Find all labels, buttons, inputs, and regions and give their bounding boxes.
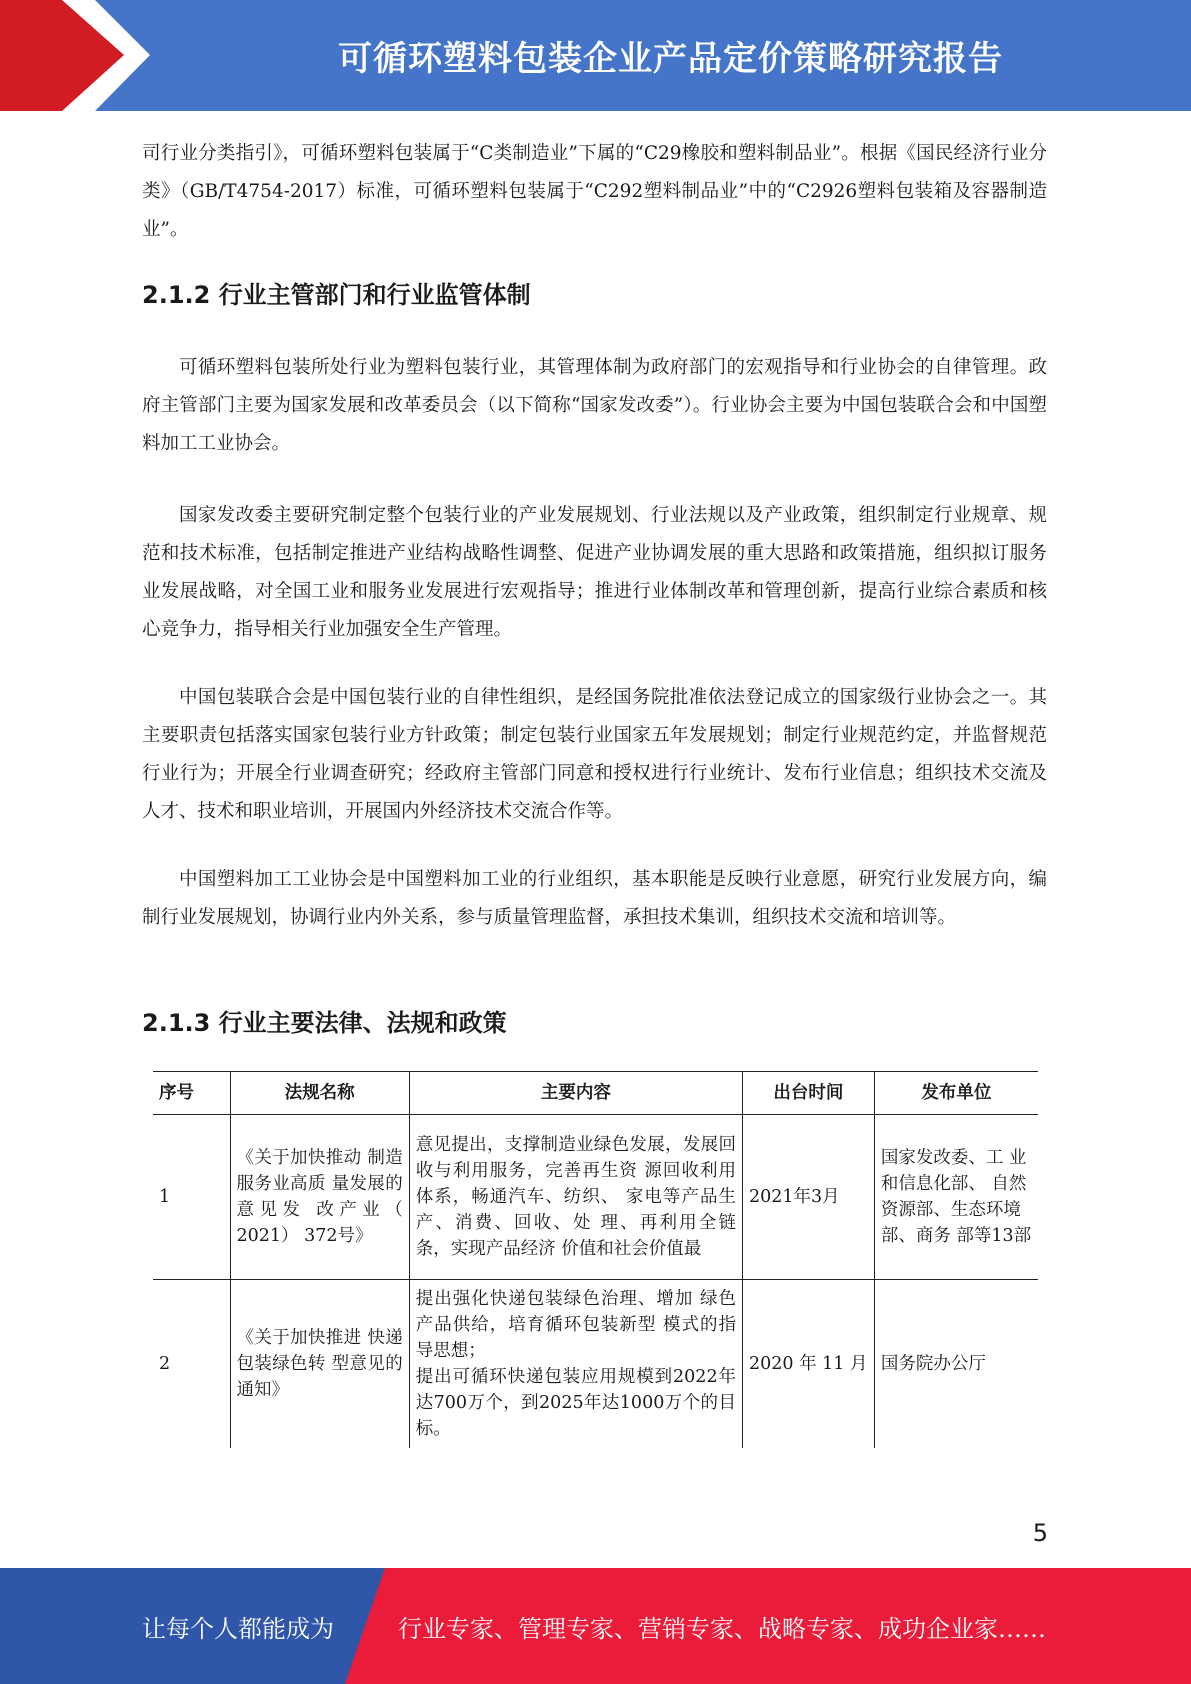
cell-unit: 国务院办公厅 [874, 1280, 1038, 1449]
table-row [153, 1280, 1038, 1449]
page-header [0, 0, 1191, 111]
cell-content: 意见提出，支撑制造业绿色发展，发展回收与利用服务，完善再生资 源回收利用体系，畅通汽车、纺织、 家电等产品生产、消费、回收、处 理、再利用全链条，实现产品经济 价值和社会价值最 [409, 1115, 742, 1280]
section-2-1-2 [142, 275, 1047, 315]
column-header-time: 出台时间 [742, 1072, 874, 1115]
section-2-1-2-body-2 [142, 497, 1047, 649]
paragraph: 可循环塑料包装所处行业为塑料包装行业，其管理体制为政府部门的宏观指导和行业协会的自律管理。政府主管部门主要为国家发展和改革委员会（以下简称“国家发改委”）。行业协会主要为中国包装联合会和中国塑料加工工业协会。 [142, 357, 1047, 454]
column-header-no: 序号 [153, 1072, 230, 1115]
cell-name: 《关于加快推动 制造服务业高质 量发展的意见发 改产业（ 2021） 372号》 [230, 1115, 409, 1280]
paragraph: 中国塑料加工工业协会是中国塑料加工业的行业组织，基本职能是反映行业意愿，研究行业发展方向，编制行业发展规划，协调行业内外关系，参与质量管理监督，承担技术集训，组织技术交流和培训等。 [142, 869, 1047, 928]
footer-slogan-left: 让每个人都能成为 [142, 1614, 334, 1643]
section-2-1-2-body-4 [142, 861, 1047, 937]
page-footer [0, 1568, 1191, 1684]
intro-block [142, 135, 1047, 249]
paragraph: 国家发改委主要研究制定整个包装行业的产业发展规划、行业法规以及产业政策，组织制定行业规章、规范和技术标准，包括制定推进产业结构战略性调整、促进产业协调发展的重大思路和政策措施，组织拟订服务业发展战略，对全国工业和服务业发展进行宏观指导；推进行业体制改革和管理创新，提高行业综合素质和核心竞争力，指导相关行业加强安全生产管理。 [142, 505, 1047, 640]
column-header-unit: 发布单位 [874, 1072, 1038, 1115]
section-heading-2-1-3: 2.1.3 行业主要法律、法规和政策 [142, 1009, 507, 1037]
cell-unit: 国家发改委、工 业和信息化部、 自然资源部、生态环境部、商务 部等13部 [874, 1115, 1038, 1280]
report-title: 可循环塑料包装企业产品定价策略研究报告 [338, 39, 1003, 79]
intro-paragraph: 司行业分类指引》，可循环塑料包装属于“C类制造业”下属的“C29橡胶和塑料制品业”。根据《国民经济行业分类》（GB/T4754-2017）标准，可循环塑料包装属于“C292塑料制品业”中的“C2926塑料包装箱及容器制造业”。 [142, 143, 1047, 240]
section-2-1-2-body [142, 349, 1047, 463]
regulations-table [153, 1071, 1038, 1448]
section-2-1-2-body-3 [142, 679, 1047, 831]
footer-slogan-right: 行业专家、管理专家、营销专家、战略专家、成功企业家…… [398, 1614, 1046, 1643]
page-number: 5 [1032, 1519, 1048, 1547]
cell-time: 2020 年 11 月 [742, 1280, 874, 1449]
header-chevron-icon [0, 0, 160, 111]
table-row [153, 1115, 1038, 1280]
cell-time: 2021年3月 [742, 1115, 874, 1280]
section-heading-2-1-2: 2.1.2 行业主管部门和行业监管体制 [142, 281, 531, 309]
paragraph: 中国包装联合会是中国包装行业的自律性组织，是经国务院批准依法登记成立的国家级行业协会之一。其主要职责包括落实国家包装行业方针政策；制定包装行业国家五年发展规划；制定行业规范约定，并监督规范行业行为；开展全行业调查研究；经政府主管部门同意和授权进行行业统计、发布行业信息；组织技术交流及人才、技术和职业培训，开展国内外经济技术交流合作等。 [142, 687, 1047, 822]
cell-no: 2 [159, 1354, 171, 1374]
section-2-1-3 [142, 1003, 1047, 1043]
column-header-content: 主要内容 [409, 1072, 742, 1115]
column-header-name: 法规名称 [230, 1072, 409, 1115]
cell-name: 《关于加快推进 快递包装绿色转 型意见的通知》 [230, 1280, 409, 1449]
cell-no: 1 [153, 1115, 230, 1280]
cell-content-line: 提出强化快递包装绿色治理、增加 绿色产品供给，培育循环包装新型 模式的指导思想； [415, 1289, 736, 1361]
cell-content [409, 1280, 742, 1449]
cell-content-line: 提出可循环快递包装应用规模到2022年达700万个，到2025年达1000万个的目标。 [415, 1367, 736, 1439]
table-header-row [153, 1072, 1038, 1115]
